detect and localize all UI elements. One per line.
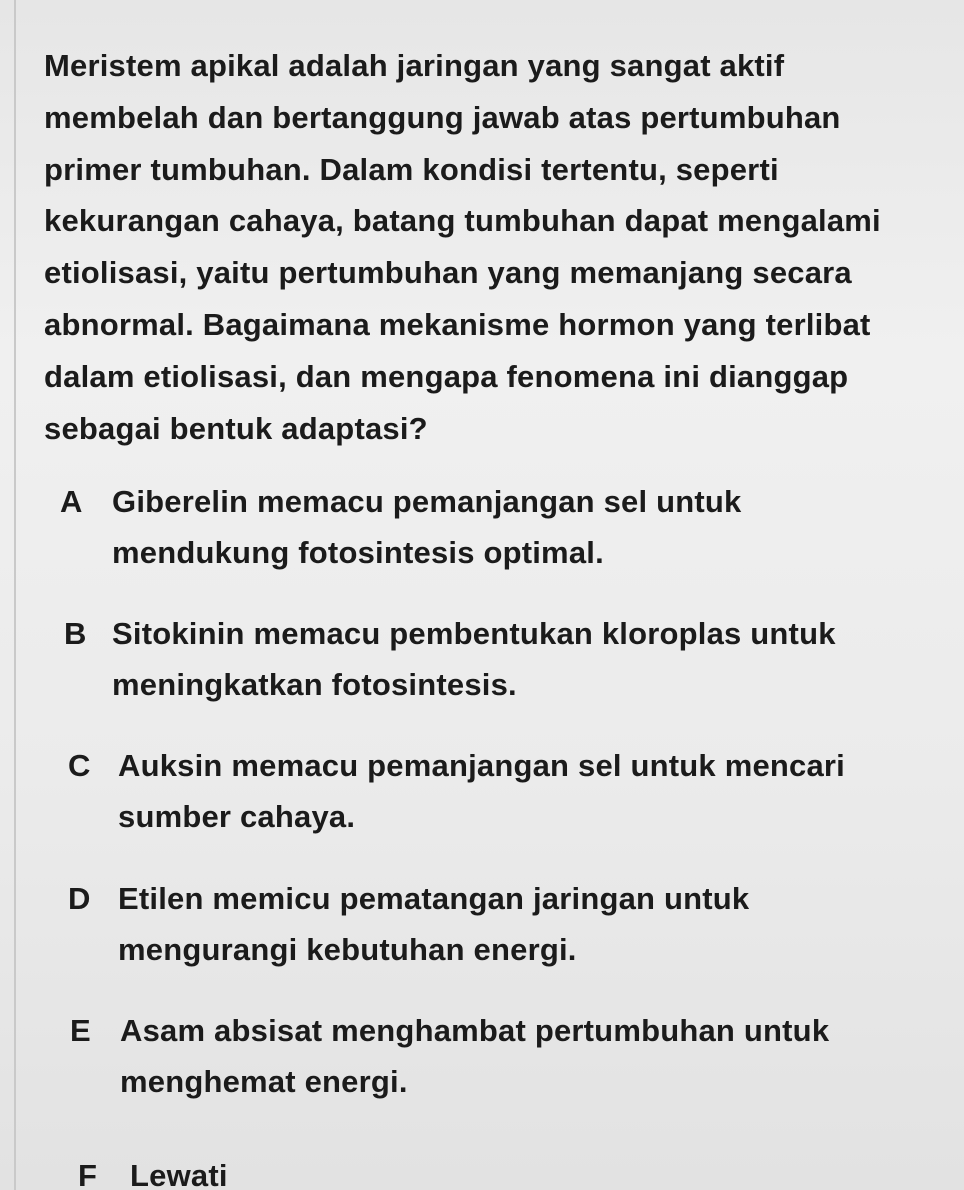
question-text: Meristem apikal adalah jaringan yang sangat aktif membelah dan bertanggung jawab atas pertumbuhan primer tumbuhan. Dalam kondisi tertentu, seperti kekurangan cahaya, batang tumbuhan dapat mengalami etiolisasi, yaitu pertumbuhan yang memanjang secara abnormal. Bagaimana mekanisme hormon yang terlibat dalam etiolisasi, dan mengapa fenomena ini dianggap sebagai bentuk adaptasi?	[44, 48, 881, 446]
option-letter: E	[70, 1013, 91, 1048]
option-text: Etilen memicu pematangan jaringan untuk mengurangi kebutuhan energi.	[118, 881, 750, 967]
option-letter: C	[68, 748, 91, 783]
option-text: Lewati	[130, 1158, 228, 1190]
option-text: Giberelin memacu pemanjangan sel untuk mendukung fotosintesis optimal.	[112, 484, 742, 570]
option-letter: D	[68, 881, 91, 916]
option-letter: F	[78, 1158, 98, 1190]
option-text: Sitokinin memacu pembentukan kloroplas untuk meningkatkan fotosintesis.	[112, 616, 836, 702]
option-letter: B	[64, 616, 87, 651]
option-letter: A	[60, 484, 83, 519]
left-edge-divider	[14, 0, 16, 1190]
option-text: Auksin memacu pemanjangan sel untuk mencari sumber cahaya.	[118, 748, 845, 834]
option-text: Asam absisat menghambat pertumbuhan untuk menghemat energi.	[120, 1013, 830, 1099]
